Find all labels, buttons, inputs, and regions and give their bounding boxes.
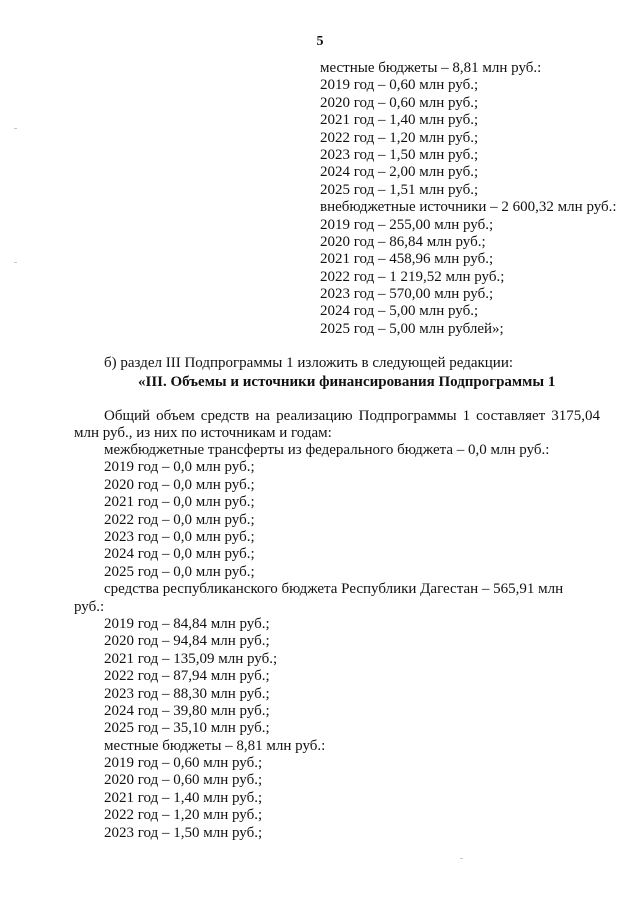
- top-funding-list: [320, 60, 617, 338]
- scan-speck: [14, 262, 17, 263]
- list-item: 2023 год – 1,50 млн руб.;: [320, 146, 479, 163]
- list-item: 2020 год – 0,60 млн руб.;: [104, 772, 263, 789]
- section-b-intro: б) раздел III Подпрограммы 1 изложить в следующей редакции:: [104, 355, 514, 371]
- republic-budget-heading: [74, 581, 600, 616]
- list-item: 2021 год – 1,40 млн руб.;: [320, 112, 479, 129]
- list-item: 2025 год – 35,10 млн руб.;: [104, 720, 270, 737]
- list-item: 2020 год – 86,84 млн руб.;: [320, 233, 486, 250]
- extrabudgetary-heading: внебюджетные источники – 2 600,32 млн руб.:: [320, 199, 617, 216]
- list-item: 2021 год – 135,09 млн руб.;: [104, 650, 278, 667]
- local-budgets-heading: местные бюджеты – 8,81 млн руб.:: [320, 60, 542, 76]
- local-budgets-heading: местные бюджеты – 8,81 млн руб.:: [104, 737, 326, 754]
- list-item: 2022 год – 1 219,52 млн руб.;: [320, 268, 505, 285]
- list-item: 2022 год – 0,0 млн руб.;: [104, 511, 255, 528]
- scan-speck: [460, 858, 463, 859]
- list-item: 2023 год – 570,00 млн руб.;: [320, 286, 494, 303]
- list-item: 2024 год – 0,0 млн руб.;: [104, 546, 255, 563]
- list-item: 2024 год – 5,00 млн руб.;: [320, 303, 479, 320]
- list-item: 2019 год – 0,60 млн руб.;: [104, 755, 263, 772]
- list-item: 2021 год – 1,40 млн руб.;: [104, 789, 263, 806]
- list-item: 2020 год – 0,0 млн руб.;: [104, 476, 255, 493]
- list-item: 2021 год – 0,0 млн руб.;: [104, 494, 255, 511]
- paragraph-text: Общий объем средств на реализацию Подпрограммы 1 составляет 3175,04 млн руб., из них по источникам и годам:: [74, 408, 600, 441]
- federal-transfers-heading: межбюджетные трансферты из федерального бюджета – 0,0 млн руб.:: [104, 442, 550, 458]
- list-item: 2019 год – 0,0 млн руб.;: [104, 459, 255, 476]
- page-number: 5: [316, 34, 324, 49]
- list-item: 2023 год – 1,50 млн руб.;: [104, 824, 263, 841]
- total-funding-paragraph: [74, 408, 600, 442]
- list-item: 2022 год – 87,94 млн руб.;: [104, 668, 270, 685]
- scan-speck: [14, 128, 17, 129]
- republic-budget-heading-text: средства республиканского бюджета Республики Дагестан – 565,91 млн: [104, 581, 564, 598]
- section-heading: «III. Объемы и источники финансирования Подпрограммы 1: [138, 374, 556, 390]
- list-item: 2019 год – 255,00 млн руб.;: [320, 216, 494, 233]
- list-item: 2020 год – 0,60 млн руб.;: [320, 94, 479, 111]
- funding-sources-list: [74, 442, 600, 842]
- list-item: 2025 год – 5,00 млн рублей»;: [320, 320, 504, 337]
- list-item: 2023 год – 0,0 млн руб.;: [104, 528, 255, 545]
- republic-budget-heading-cont: руб.:: [74, 598, 105, 615]
- list-item: 2025 год – 0,0 млн руб.;: [104, 563, 255, 580]
- list-item: 2024 год – 2,00 млн руб.;: [320, 164, 479, 181]
- list-item: 2019 год – 0,60 млн руб.;: [320, 77, 479, 94]
- list-item: 2024 год – 39,80 млн руб.;: [104, 702, 270, 719]
- list-item: 2022 год – 1,20 млн руб.;: [104, 807, 263, 824]
- list-item: 2021 год – 458,96 млн руб.;: [320, 251, 494, 268]
- list-item: 2023 год – 88,30 млн руб.;: [104, 685, 270, 702]
- list-item: 2025 год – 1,51 млн руб.;: [320, 181, 479, 198]
- list-item: 2020 год – 94,84 млн руб.;: [104, 633, 270, 650]
- list-item: 2022 год – 1,20 млн руб.;: [320, 129, 479, 146]
- list-item: 2019 год – 84,84 млн руб.;: [104, 615, 270, 632]
